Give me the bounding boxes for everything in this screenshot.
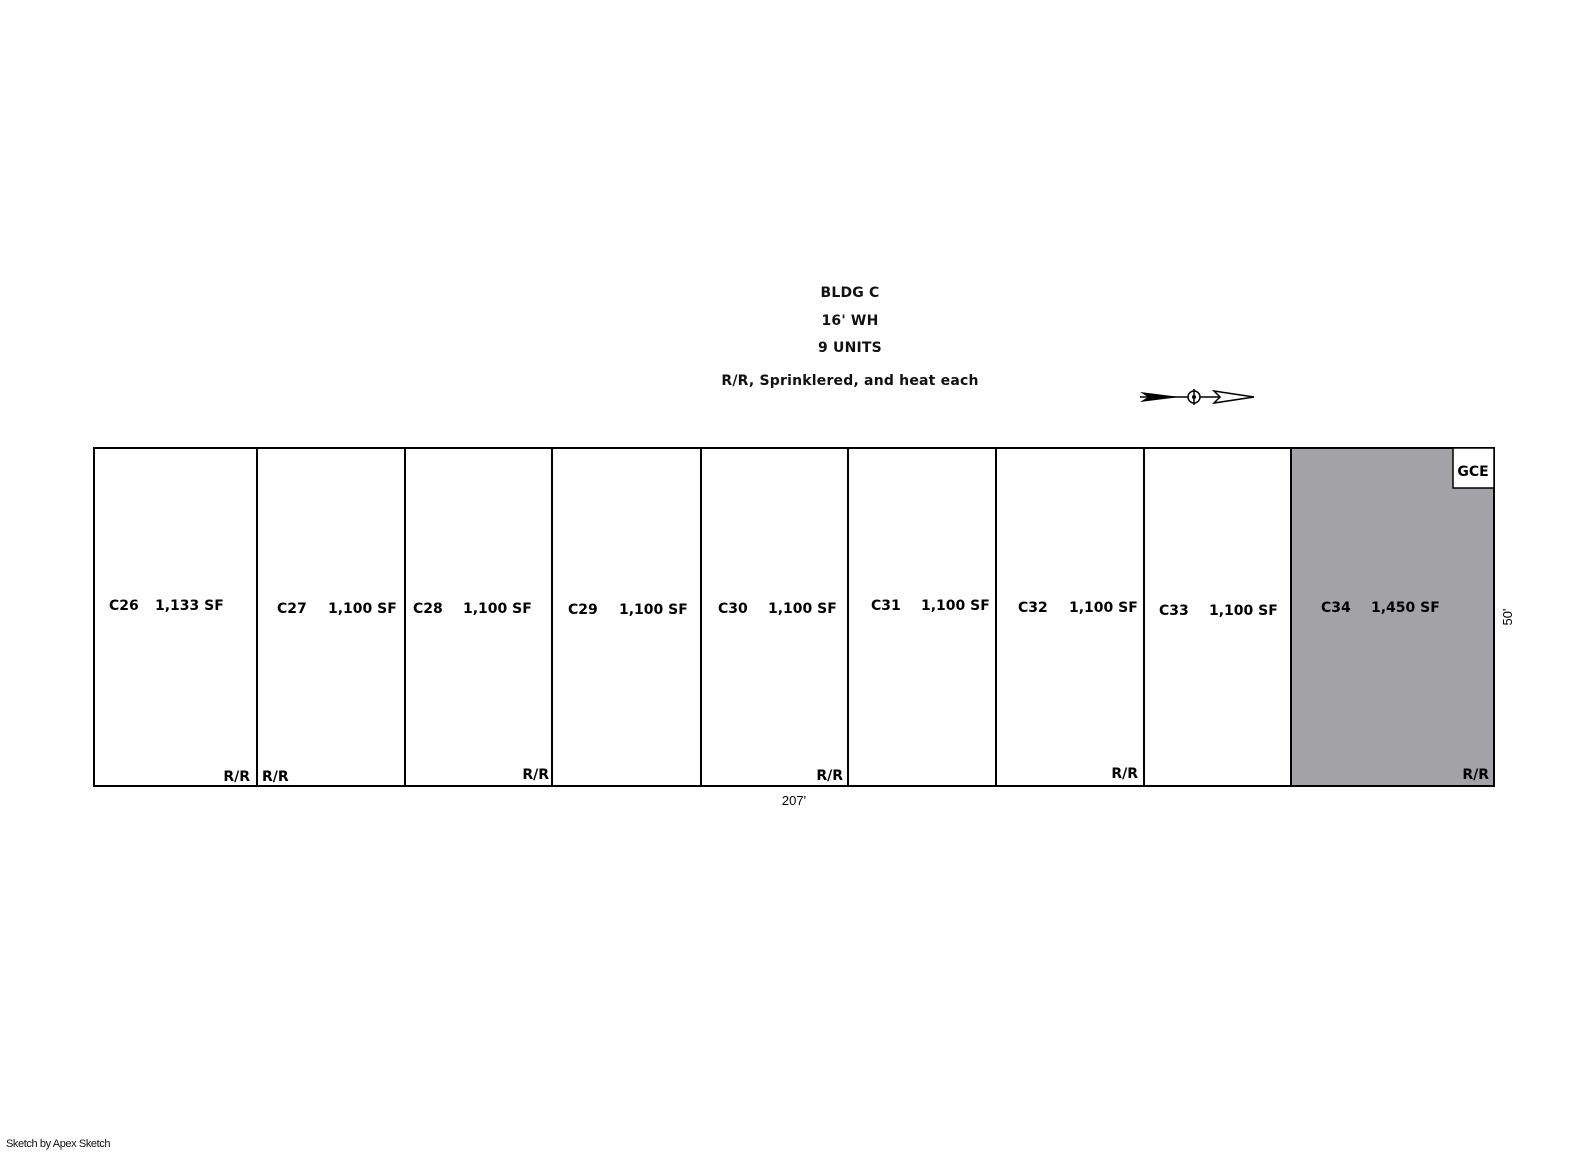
restroom-label: R/R (223, 769, 250, 785)
depth-dimension: 50' (1500, 608, 1515, 626)
unit-c33 (1144, 448, 1291, 786)
unit-area: 1,450 SF (1371, 600, 1440, 616)
unit-cell (94, 448, 257, 786)
unit-cell (848, 448, 996, 786)
unit-area: 1,100 SF (1209, 603, 1278, 619)
unit-id: C29 (568, 602, 598, 618)
unit-area: 1,100 SF (1069, 600, 1138, 616)
wall-height: 16' WH (821, 313, 879, 329)
units-count: 9 UNITS (818, 340, 882, 356)
restroom-label: R/R (522, 767, 549, 783)
restroom-label: R/R (262, 769, 289, 785)
unit-area: 1,100 SF (768, 601, 837, 617)
unit-id: C30 (718, 601, 748, 617)
unit-id: C33 (1159, 603, 1189, 619)
compass-arrow-icon (1140, 389, 1254, 405)
unit-c34 (1291, 448, 1494, 786)
unit-id: C31 (871, 598, 901, 614)
unit-id: C26 (109, 598, 139, 614)
unit-c27 (257, 448, 405, 786)
unit-cell (701, 448, 848, 786)
unit-id: C27 (277, 601, 307, 617)
unit-id: C34 (1321, 600, 1351, 616)
gce-label: GCE (1457, 464, 1489, 480)
unit-area: 1,133 SF (155, 598, 224, 614)
unit-cell (996, 448, 1144, 786)
unit-id: C28 (413, 601, 443, 617)
unit-area: 1,100 SF (328, 601, 397, 617)
unit-area: 1,100 SF (619, 602, 688, 618)
width-dimension: 207' (781, 793, 807, 808)
unit-id: C32 (1018, 600, 1048, 616)
restroom-label: R/R (1111, 766, 1138, 782)
unit-c31 (848, 448, 996, 786)
unit-area: 1,100 SF (463, 601, 532, 617)
building-title: BLDG C (820, 285, 880, 301)
sketch-credit: Sketch by Apex Sketch (6, 1138, 111, 1150)
restroom-label: R/R (1462, 767, 1489, 783)
unit-c29 (552, 448, 701, 786)
building-note: R/R, Sprinklered, and heat each (721, 373, 979, 389)
restroom-label: R/R (816, 768, 843, 784)
unit-cell (257, 448, 405, 786)
gce-box (1453, 448, 1494, 488)
unit-cell (1291, 448, 1494, 786)
unit-area: 1,100 SF (921, 598, 990, 614)
unit-c26 (94, 448, 257, 786)
unit-cell (405, 448, 552, 786)
units-layer (94, 448, 1494, 786)
